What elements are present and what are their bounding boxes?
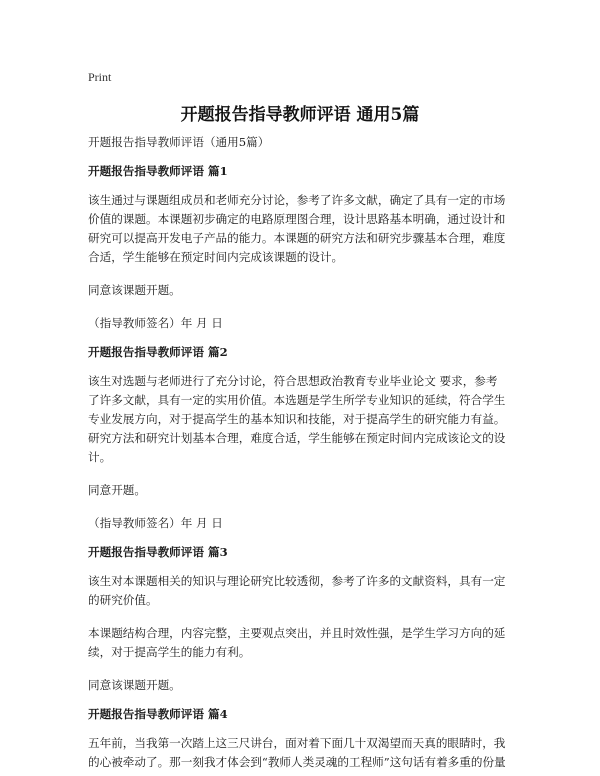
document-subtitle: 开题报告指导教师评语（通用5篇） (88, 135, 270, 149)
approval-text: 同意开题。 (88, 483, 146, 497)
signature-line: （指导教师签名）年 月 日 (88, 316, 223, 330)
approval-text: 同意该课题开题。 (88, 678, 181, 692)
paragraph (88, 191, 516, 267)
paragraph (88, 572, 516, 610)
approval-text: 同意该课题开题。 (88, 283, 181, 297)
section-2 (88, 343, 516, 533)
paragraph (88, 734, 516, 772)
paragraph-line: 该生通过与课题组成员和老师充分讨论，参考了许多文献，确定了具有一定的市场 (88, 193, 506, 207)
section-heading: 开题报告指导教师评语 篇3 (88, 545, 228, 559)
paragraph-line: 了许多文献，具有一定的实用价值。本选题是学生所学专业知识的延续，符合学生 (88, 393, 506, 407)
signature-line: （指导教师签名）年 月 日 (88, 516, 223, 530)
paragraph-line: 该生对选题与老师进行了充分讨论，符合思想政治教育专业毕业论文 要求，参考 (88, 374, 498, 388)
paragraph-line: 该生对本课题相关的知识与理论研究比较透彻，参考了许多的文献资料，具有一定 (88, 574, 506, 588)
document-title: 开题报告指导教师评语 通用5篇 (180, 105, 420, 125)
paragraph-line: 的研究价值。 (88, 593, 158, 607)
paragraph-line: 研究可以提高开发电子产品的能力。本课题的研究方法和研究步骤基本合理，难度 (88, 231, 506, 245)
section-heading: 开题报告指导教师评语 篇4 (88, 707, 228, 721)
paragraph-line: 续，对于提高学生的能力有利。 (88, 645, 251, 659)
paragraph-line: 研究方法和研究计划基本合理，难度合适，学生能够在预定时间内完成该论文的设 (88, 431, 506, 445)
paragraph-line: 价值的课题。本课题初步确定的电路原理图合理，设计思路基本明确，通过设计和 (88, 212, 506, 226)
section-3 (88, 543, 516, 695)
paragraph (88, 372, 516, 467)
paragraph-line: 的心被牵动了。那一刻我才体会到“教师人类灵魂的工程师”这句话有着多重的份量 (88, 755, 506, 769)
paragraph-line: 本课题结构合理，内容完整，主要观点突出，并且时效性强，是学生学习方向的延 (88, 626, 506, 640)
paragraph-line: 专业发展方向，对于提高学生的基本知识和技能，对于提高学生的研究能力有益。 (88, 412, 506, 426)
paragraph-line: 五年前，当我第一次踏上这三尺讲台，面对着下面几十双渴望而天真的眼睛时，我 (88, 736, 506, 750)
print-label: Print (88, 70, 112, 84)
section-1 (88, 162, 516, 333)
paragraph-line: 计。 (88, 450, 112, 464)
section-heading: 开题报告指导教师评语 篇1 (88, 164, 228, 178)
document-body (88, 133, 516, 772)
section-heading: 开题报告指导教师评语 篇2 (88, 345, 228, 359)
paragraph (88, 624, 516, 662)
section-4 (88, 705, 516, 772)
paragraph-line: 合适，学生能够在预定时间内完成该课题的设计。 (88, 250, 344, 264)
